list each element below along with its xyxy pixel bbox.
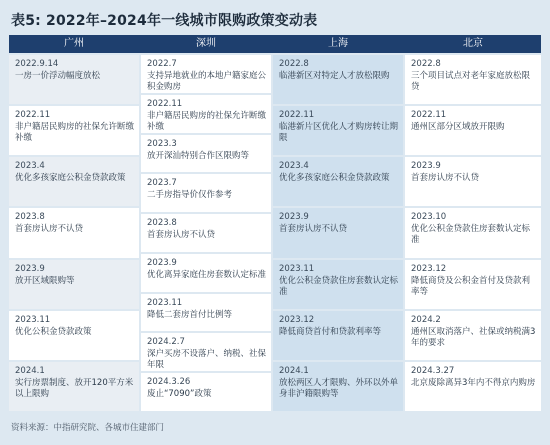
policy-date: 2022.9.14 [15,59,59,69]
policy-date: 2023.11 [147,297,183,308]
policy-text: 放开深汕特别合作区限购等 [147,150,250,161]
policy-text: 临港新片区优化人才购房转让期限 [279,122,399,144]
policy-date: 2023.10 [411,212,447,223]
policy-date: 2024.2 [411,314,441,325]
policy-date: 2023.8 [147,218,177,229]
shenzhen-policy-cell [141,373,271,411]
policy-text: 一房一价浮动幅度放松 [15,71,101,81]
policy-text: 优化公积金贷款住房套数认定标准 [279,275,399,297]
policy-text: 非户籍居民购房的社保允许断缴补缴 [15,122,135,144]
beijing-policy-cell [405,260,541,309]
policy-date: 2023.9 [15,263,45,274]
guangzhou-policy-cell [9,311,139,360]
policy-text: 废止“7090”政策 [147,389,212,400]
policy-text: 通州区取消落户、社保或纳税满3年的要求 [411,326,536,348]
policy-date: 2023.12 [411,263,447,274]
beijing-policy-cell [405,106,541,155]
policy-date: 2022.8 [411,59,441,69]
shanghai-policy-cell [273,311,403,360]
policy-text: 支持异地就业的本地户籍家庭公积金购房 [147,71,267,92]
policy-date: 2022.11 [15,110,51,121]
policy-text: 优化多孩家庭公积金贷款政策 [15,173,126,184]
header-shanghai: 上海 [328,38,348,49]
shanghai-policy-cell [273,260,403,309]
beijing-policy-cell [405,55,541,104]
shenzhen-policy-cell [141,214,271,252]
policy-text: 深户买房不设落户、纳税、社保年限 [147,349,267,371]
policy-date: 2024.1 [15,365,45,376]
column-beijing [405,55,541,411]
policy-date: 2022.7 [147,59,177,69]
policy-date: 2024.2.7 [147,337,185,348]
policy-date: 2023.4 [279,161,309,172]
guangzhou-policy-cell [9,362,139,411]
policy-text: 首套房认房不认贷 [15,224,84,235]
shenzhen-policy-cell [141,55,271,93]
guangzhou-policy-cell [9,106,139,155]
source-note: 资料来源：中指研究院、各城市住建部门 [11,423,165,433]
policy-text: 通州区部分区域放开限购 [411,122,505,133]
beijing-policy-cell [405,157,541,206]
policy-text: 优化多孩家庭公积金贷款政策 [279,173,390,184]
policy-date: 2022.8 [279,59,309,69]
beijing-policy-cell [405,362,541,411]
policy-text: 放松两区人才限购、外环以外单身非沪籍限购等 [279,377,399,399]
table-header [9,35,541,53]
policy-text: 二手房指导价仅作参考 [147,190,233,201]
policy-text: 降低二套房首付比例等 [147,309,233,320]
shanghai-policy-cell [273,208,403,257]
guangzhou-policy-cell [9,55,139,104]
shenzhen-policy-cell [141,254,271,292]
policy-text: 三个项目试点对老年家庭放松限贷 [411,71,531,92]
policy-text: 非户籍居民购房的社保允许断缴补缴 [147,110,267,132]
policy-date: 2023.12 [279,314,315,325]
guangzhou-policy-cell [9,260,139,309]
table-title: 表5: 2022年–2024年一线城市限购政策变动表 [11,13,318,29]
policy-date: 2023.9 [147,257,177,268]
column-guangzhou [9,55,139,411]
policy-text: 优化公积金贷款政策 [15,326,92,337]
policy-date: 2022.11 [279,110,315,121]
policy-date: 2023.8 [15,212,45,223]
policy-text: 北京废除离异3年内不得京内购房 [411,377,536,388]
guangzhou-policy-cell [9,157,139,206]
shenzhen-policy-cell [141,294,271,332]
shanghai-policy-cell [273,157,403,206]
policy-date: 2024.3.26 [147,377,191,388]
policy-date: 2023.7 [147,178,177,189]
policy-date: 2023.9 [411,161,441,172]
shenzhen-policy-cell [141,174,271,212]
policy-date: 2024.1 [279,365,309,376]
policy-date: 2023.11 [279,263,315,274]
policy-date: 2023.4 [15,161,45,172]
shenzhen-policy-cell [141,333,271,371]
policy-text: 优化公积金贷款住房套数认定标准 [411,224,531,246]
policy-table [9,35,541,411]
shanghai-policy-cell [273,362,403,411]
guangzhou-policy-cell [9,208,139,257]
policy-text: 降低商贷及公积金首付及贷款利率等 [411,275,531,297]
policy-date: 2022.11 [411,110,447,121]
policy-date: 2022.11 [147,98,183,109]
column-shenzhen [141,55,271,411]
shanghai-policy-cell [273,106,403,155]
header-shenzhen: 深圳 [196,38,216,49]
policy-text: 优化离异家庭住房套数认定标准 [147,269,267,280]
policy-text: 首套房认房不认贷 [147,230,216,241]
policy-text: 实行房票制度、放开120平方米以上限购 [15,377,134,399]
policy-text: 首套房认房不认贷 [411,173,480,184]
policy-date: 2024.3.27 [411,365,455,376]
policy-text: 临港新区对特定人才放松限购 [279,71,390,81]
beijing-policy-cell [405,311,541,360]
policy-date: 2023.11 [15,314,51,325]
policy-text: 放开区域限购等 [15,275,75,286]
policy-text: 首套房认房不认贷 [279,224,348,235]
beijing-policy-cell [405,208,541,257]
header-beijing: 北京 [463,38,483,49]
policy-date: 2023.9 [279,212,309,223]
policy-text: 降低商贷首付和贷款利率等 [279,326,382,337]
policy-date: 2023.3 [147,138,177,149]
shanghai-policy-cell [273,55,403,104]
header-guangzhou: 广州 [64,38,84,49]
shenzhen-policy-cell [141,95,271,133]
column-shanghai [273,55,403,411]
shenzhen-policy-cell [141,135,271,173]
